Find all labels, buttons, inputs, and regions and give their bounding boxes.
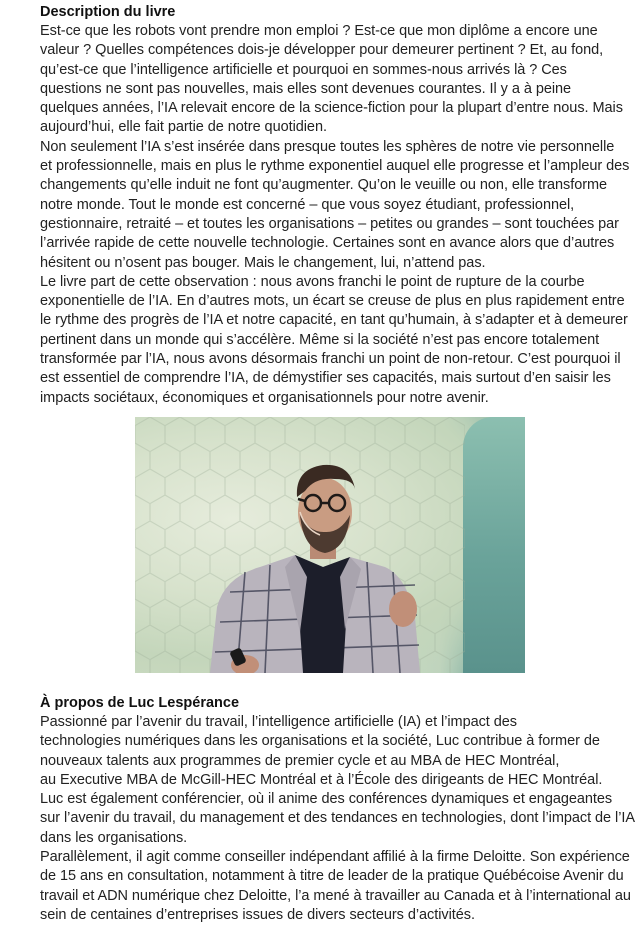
about-paragraph-1 [40,713,635,790]
about-author-section [40,694,635,925]
description-paragraph-1: Est-ce que les robots vont prendre mon emploi ? Est-ce que mon diplôme a encore une valeur ? Quelles compétences dois-je développer pour demeurer pertinent ? Et, au fond, qu’est-ce que l’intelligence artificielle et pourquoi en sommes-nous arrivés là ? Ces questions ne sont pas nouvelles, mais elles sont devenues courantes. Il y a à peine quelques années, l’IA relevait encore de la science-fiction pour la plupart d’entre nous. Mais aujourd’hui, elle fait partie de notre quotidien. [40,23,623,136]
speaker-figure [135,417,525,673]
description-paragraph-3: Le livre part de cette observation : nous avons franchi le point de rupture de la courbe exponentielle de l’IA. En d’autres mots, un écart se creuse de plus en plus rapidement entre le rythme des progrès de l’IA et notre capacité, en tant qu’humain, à s’adapter et à demeurer pertinent dans un monde qui s’accélère. Même si la société n’est pas encore totalement transformée par l’IA, nous avons désormais franchi un point de non-retour. C’est pourquoi il est essentiel de comprendre l’IA, de démystifier ses capacités, mais surtout d’en saisir les impacts sociétaux, économiques et organisationnels pour notre avenir. [40,273,628,406]
author-photo [135,417,525,673]
book-description-section [40,3,630,408]
description-paragraph-2: Non seulement l’IA s’est insérée dans presque toutes les sphères de notre vie personnelle et professionnelle, mais en plus le rythme exponentiel auquel elle progresse et l’ampleur des changements qu’elle induit ne font qu’augmenter. Qu’on le veuille ou non, elle transforme notre monde. Tout le monde est concerné – que vous soyez étudiant, professionnel, gestionnaire, retraité – et toutes les organisations – petites ou grandes – sont touchées par l’arrivée rapide de cette nouvelle technologie. Certaines sont en avance alors que d’autres hésitent ou n’osent pas bouger. Mais le changement, lui, n’attend pas. [40,138,630,271]
about-paragraph-1-line-4: au Executive MBA de McGill-HEC Montréal et à l’École des dirigeants de HEC Montréal. [40,771,603,788]
book-description-title: Description du livre [40,4,176,20]
about-paragraph-1-line-3: nouveaux talents aux programmes de premier cycle et au MBA de HEC Montréal, [40,752,560,769]
about-author-title: À propos de Luc Lespérance [40,695,240,711]
about-paragraph-1-line-1: Passionné par l’avenir du travail, l’intelligence artificielle (IA) et l’impact des [40,714,517,730]
about-paragraph-1-line-2: technologies numériques dans les organisations et la société, Luc contribue à former de [40,733,600,750]
about-paragraph-3: Parallèlement, il agit comme conseiller indépendant affilié à la firme Deloitte. Son expérience de 15 ans en consultation, notamment à titre de leader de la pratique Québécoise Avenir du travail et ADN numérique chez Deloitte, l’a mené à travailler au Canada et à l’international au sein de centaines d’entreprises issues de divers secteurs d’activités. [40,849,631,923]
about-paragraph-2: Luc est également conférencier, où il anime des conférences dynamiques et engageantes sur l’avenir du travail, du management et des tendances en technologies, dont l’impact de l’IA dans les organisations. [40,791,635,846]
